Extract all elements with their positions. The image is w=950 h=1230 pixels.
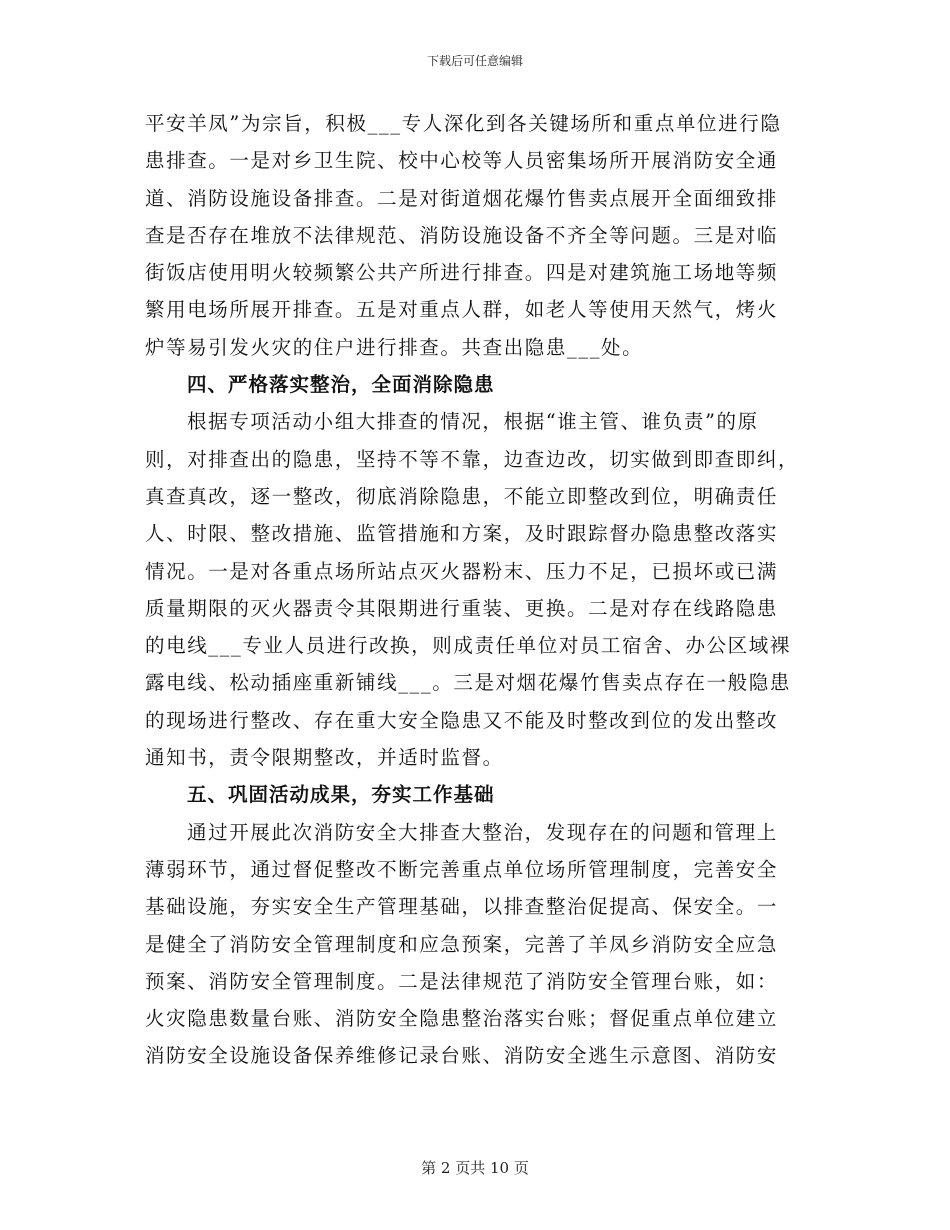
body-line: 预案、消防安全管理制度。二是法律规范了消防安全管理台账，如： — [145, 969, 779, 993]
body-line: 道、消防设施设备排查。二是对街道烟花爆竹售卖点展开全面细致排 — [145, 186, 779, 210]
paragraph-start: 根据专项活动小组大排查的情况，根据“谁主管、谁负责”的原 — [187, 410, 759, 434]
body-line: 的现场进行整改、存在重大安全隐患又不能及时整改到位的发出整改 — [145, 708, 779, 732]
body-line: 人、时限、整改措施、监管措施和方案，及时跟踪督办隐患整改落实 — [145, 522, 779, 546]
body-line: 薄弱环节，通过督促整改不断完善重点单位场所管理制度，完善安全 — [145, 857, 779, 881]
body-line: 街饭店使用明火较频繁公共产所进行排查。四是对建筑施工场地等频 — [145, 261, 779, 285]
body-line: 查是否存在堆放不法律规范、消防设施设备不齐全等问题。三是对临 — [145, 223, 779, 247]
body-line: 是健全了消防安全管理制度和应急预案，完善了羊凤乡消防安全应急 — [145, 932, 779, 956]
section-heading: 四、严格落实整治，全面消除隐患 — [187, 373, 495, 397]
body-line: 繁用电场所展开排查。五是对重点人群，如老人等使用天然气，烤火 — [145, 298, 779, 322]
body-line: 质量期限的灭火器责令其限期进行重装、更换。二是对存在线路隐患 — [145, 596, 779, 620]
page-header: 下载后可任意编辑 — [426, 54, 523, 68]
body-line: 平安羊凤”为宗旨，积极___专人深化到各关键场所和重点单位进行隐 — [145, 112, 782, 135]
body-line: 露电线、松动插座重新铺线___。三是对烟花爆竹售卖点存在一般隐患 — [145, 671, 791, 695]
body-line: 通知书，责令限期整改，并适时监督。 — [145, 746, 504, 770]
body-line: 基础设施，夯实安全生产管理基础，以排查整治促提高、保安全。一 — [145, 895, 779, 919]
body-line: 炉等易引发火灾的住户进行排查。共查出隐患___处。 — [145, 335, 644, 359]
body-line: 的电线___专业人员进行改换，则成责任单位对员工宿舍、办公区域裸 — [145, 634, 791, 658]
paragraph-start: 通过开展此次消防安全大排查大整治，发现存在的问题和管理上 — [187, 820, 778, 844]
body-line: 则，对排查出的隐患，坚持不等不靠，边查边改，切实做到即查即纠， — [145, 447, 800, 471]
body-line: 火灾隐患数量台账、消防安全隐患整治落实台账；督促重点单位建立 — [145, 1007, 779, 1031]
section-heading: 五、巩固活动成果，夯实工作基础 — [187, 783, 495, 807]
body-line: 消防安全设施设备保养维修记录台账、消防安全逃生示意图、消防安 — [145, 1044, 779, 1068]
body-line: 真查真改，逐一整改，彻底消除隐患，不能立即整改到位，明确责任 — [145, 484, 779, 508]
body-line: 患排查。一是对乡卫生院、校中心校等人员密集场所开展消防安全通 — [145, 149, 779, 173]
page-number: 第 2 页共 10 页 — [421, 1159, 529, 1177]
document-body — [145, 105, 810, 1075]
body-line: 情况。一是对各重点场所站点灭火器粉末、压力不足，已损坏或已满 — [145, 559, 779, 583]
